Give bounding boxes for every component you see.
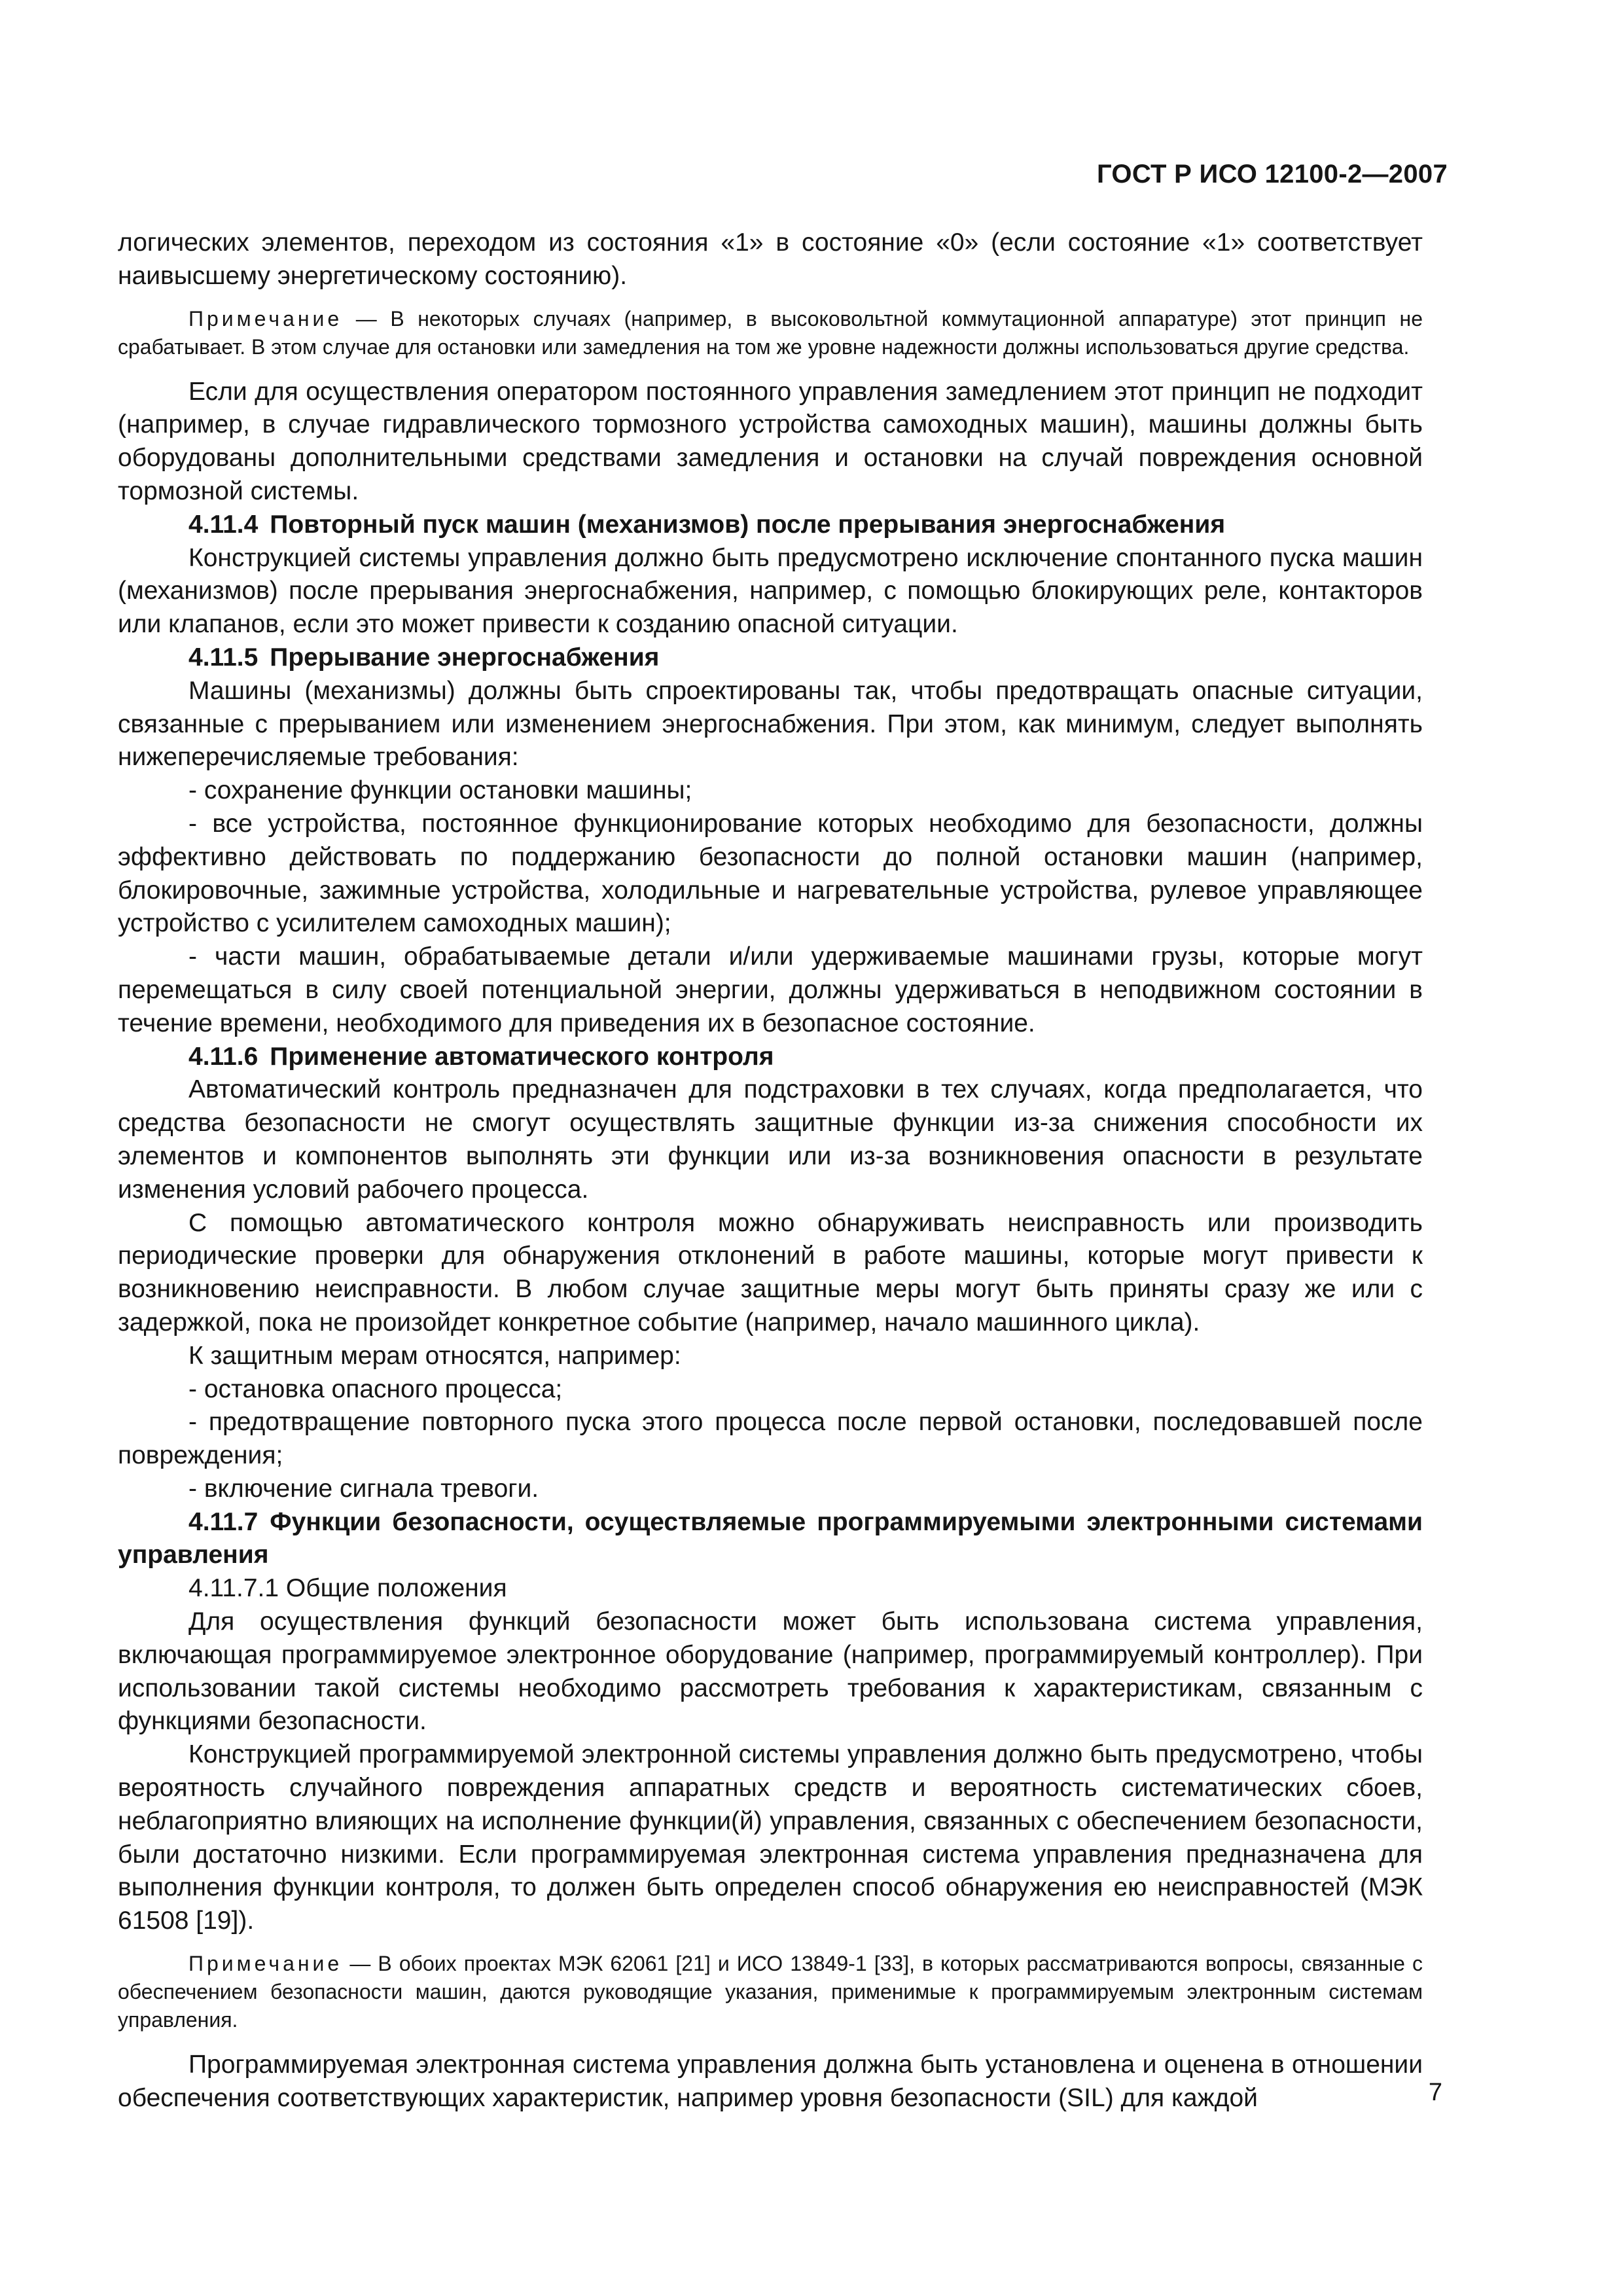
section-number: 4.11.6 (188, 1042, 259, 1071)
list-item: - включение сигнала тревоги. (188, 1474, 539, 1503)
document-header: ГОСТ Р ИСО 12100-2—2007 (1096, 160, 1448, 188)
note-label: Примечание (188, 306, 343, 331)
section-number: 4.11.7 (188, 1507, 259, 1536)
section-heading (118, 1506, 1423, 1573)
paragraph: Конструкцией программируемой электронной системы управления должно быть предусмотрено, чтобы вероятность случайного повреждения аппаратных средств и вероятность систематических сбоев, неблагоприятно влияющих на исполнение функции(й) управления, связанных с обеспечением безопасности, были достаточно низкими. Если программируемая электронная система управления предназначена для выполнения функции контроля, то должен быть определен способ обнаружения ею неисправностей (МЭК 61508 [19]). (118, 1740, 1423, 1935)
note (118, 1950, 1423, 2034)
section-number: 4.11.5 (188, 643, 259, 672)
section-heading (118, 641, 1423, 675)
paragraph: С помощью автоматического контроля можно обнаруживать неисправность или производить периодические проверки для обнаружения отклонений в работе машины, которые могут привести к возникновению неисправности. В любом случае защитные меры могут быть приняты сразу же или с задержкой, пока не произойдет конкретное событие (например, начало машинного цикла). (118, 1208, 1423, 1336)
section-heading (118, 1041, 1423, 1074)
section-number: 4.11.4 (188, 510, 259, 539)
list-item: - сохранение функции остановки машины; (188, 776, 692, 805)
paragraph: Программируемая электронная система управления должна быть установлена и оценена в отношении обеспечения соответствующих характеристик, например уровня безопасности (SIL) для каждой (118, 2051, 1423, 2112)
page-number: 7 (1428, 2079, 1442, 2106)
paragraph: логических элементов, переходом из состояния «1» в состояние «0» (если состояние «1» соответствует наивысшему энергетическому состоянию). (118, 228, 1423, 290)
section-title: Применение автоматического контроля (270, 1042, 774, 1071)
note-text: — В обоих проектах МЭК 62061 [21] и ИСО 13849-1 [33], в которых рассматриваются вопросы, связанные с обеспечением безопасности машин, даются руководящие указания, применимые к программируемым электронным системам управления. (118, 1952, 1423, 2032)
note-text: — В некоторых случаях (например, в высоковольтной коммутационной аппаратуре) этот принцип не срабатывает. В этом случае для остановки или замедления на том же уровне надежности должны использоваться другие средства. (118, 306, 1423, 359)
paragraph: Для осуществления функций безопасности может быть использована система управления, включающая программируемое электронное оборудование (например, программируемый контроллер). При использовании такой системы необходимо рассмотреть требования к характеристикам, связанным с функциями безопасности. (118, 1607, 1423, 1736)
section-title: Повторный пуск машин (механизмов) после прерывания энергоснабжения (270, 510, 1226, 539)
list-item: - все устройства, постоянное функционирование которых необходимо для безопасности, должны эффективно действовать по поддержанию безопасности до полной остановки машин (например, блокировочные, зажимные устройства, холодильные и нагревательные устройства, рулевое управляющее устройство с усилителем самоходных машин); (118, 809, 1423, 938)
paragraph: К защитным мерам относятся, например: (188, 1341, 681, 1370)
list-item: - части машин, обрабатываемые детали и/или удерживаемые машинами грузы, которые могут перемещаться в силу своей потенциальной энергии, должны удерживаться в неподвижном состоянии в течение времени, необходимого для приведения их в безопасное состояние. (118, 942, 1423, 1037)
subsection-heading: 4.11.7.1 Общие положения (188, 1574, 507, 1603)
note (118, 305, 1423, 361)
paragraph: Машины (механизмы) должны быть спроектированы так, чтобы предотвращать опасные ситуации, связанные с прерыванием или изменением энергоснабжения. При этом, как минимум, следует выполнять нижеперечисляемые требования: (118, 676, 1423, 772)
note-label: Примечание (188, 1952, 343, 1976)
list-item: - предотвращение повторного пуска этого процесса после первой остановки, последовавшей после повреждения; (118, 1408, 1423, 1470)
page-content (118, 226, 1423, 2115)
paragraph: Если для осуществления оператором постоянного управления замедлением этот принцип не подходит (например, в случае гидравлического тормозного устройства самоходных машин), машины должны быть оборудованы дополнительными средствами замедления и остановки на случай повреждения основной тормозной системы. (118, 377, 1423, 505)
section-title: Функции безопасности, осуществляемые программируемыми электронными системами управления (118, 1507, 1423, 1570)
section-heading (118, 509, 1423, 542)
paragraph: Автоматический контроль предназначен для подстраховки в тех случаях, когда предполагается, что средства безопасности не смогут осуществлять защитные функции из-за снижения способности их элементов и компонентов выполнять эти функции или из-за возникновения опасности в результате изменения условий рабочего процесса. (118, 1075, 1423, 1204)
paragraph: Конструкцией системы управления должно быть предусмотрено исключение спонтанного пуска машин (механизмов) после прерывания энергоснабжения, например, с помощью блокирующих реле, контакторов или клапанов, если это может привести к созданию опасной ситуации. (118, 543, 1423, 639)
section-title: Прерывание энергоснабжения (270, 643, 660, 672)
list-item: - остановка опасного процесса; (188, 1374, 563, 1403)
